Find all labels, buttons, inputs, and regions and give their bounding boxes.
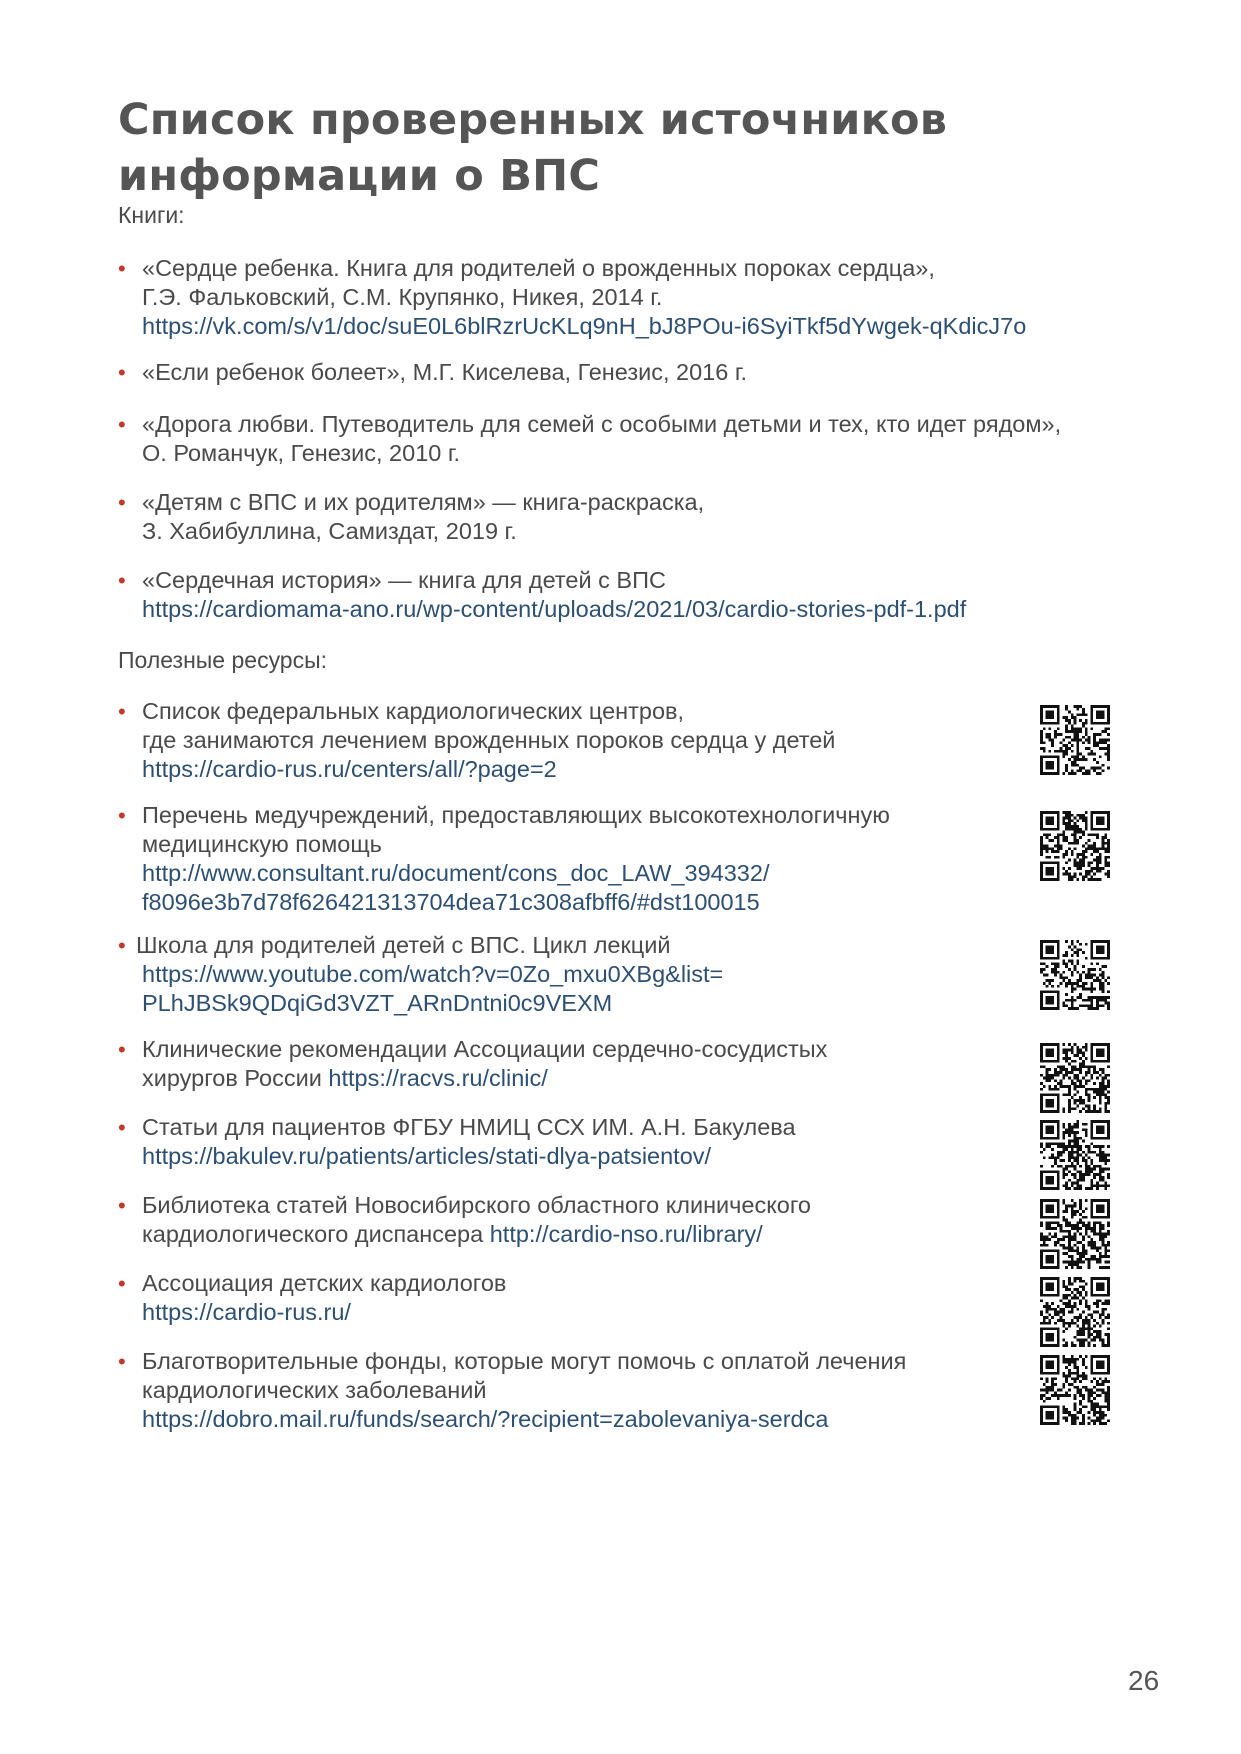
bullet: •: [118, 256, 126, 281]
bullet: •: [118, 1115, 126, 1140]
qr-code-icon: [1040, 1277, 1110, 1347]
bullet: •: [118, 1037, 126, 1062]
bullet: •: [118, 360, 126, 385]
bullet: •: [118, 1271, 126, 1296]
resource-1-link[interactable]: https://cardio-rus.ru/centers/all/?page=2: [142, 756, 557, 782]
book-4-line-2: З. Хабибуллина, Самиздат, 2019 г.: [142, 518, 517, 544]
resource-7-link[interactable]: https://cardio-rus.ru/: [142, 1299, 351, 1325]
qr-code-icon: [1040, 1355, 1110, 1425]
bullet: •: [118, 803, 126, 828]
bullet: •: [118, 699, 126, 724]
resource-4-line-2: хирургов России: [142, 1065, 329, 1091]
qr-code-icon: [1040, 705, 1110, 775]
resource-2-link[interactable]: http://www.consultant.ru/document/cons_doc_LAW_394332/: [142, 860, 770, 886]
resource-item-4: [118, 1035, 1118, 1093]
title-line-1: Список проверенных источников: [118, 95, 948, 145]
resource-item-7: [118, 1269, 1118, 1327]
resource-1-line-1: Список федеральных кардиологических центров,: [142, 698, 685, 724]
book-3-line-1: «Дорога любви. Путеводитель для семей с особыми детьми и тех, кто идет рядом»,: [142, 411, 1062, 437]
resources-heading: Полезные ресурсы:: [118, 647, 328, 673]
qr-code-icon: [1040, 1043, 1110, 1113]
page-number: 26: [1128, 1665, 1160, 1696]
resource-6-line-1: Библиотека статей Новосибирского областного клинического: [142, 1192, 811, 1218]
resource-7-line-1: Ассоциация детских кардиологов: [142, 1270, 507, 1296]
book-4-line-1: «Детям с ВПС и их родителям» — книга-раскраска,: [142, 489, 705, 515]
bullet: •: [118, 490, 126, 515]
book-item-4: [118, 488, 1118, 546]
resource-4-line-1: Клинические рекомендации Ассоциации сердечно-сосудистых: [142, 1036, 828, 1062]
bullet: •: [118, 412, 126, 437]
book-1-link[interactable]: https://vk.com/s/v1/doc/suE0L6blRzrUcKLq9nH_bJ8POu-i6SyiTkf5dYwgek-qKdicJ7o: [142, 313, 1027, 339]
title-line-2: информации о ВПС: [118, 151, 601, 201]
qr-code-icon: [1040, 1199, 1110, 1269]
resource-item-5: [118, 1113, 1118, 1171]
resource-3-link[interactable]: https://www.youtube.com/watch?v=0Zo_mxu0XBg&list=: [142, 961, 724, 987]
book-2-line-1: «Если ребенок болеет», М.Г. Киселева, Генезис, 2016 г.: [142, 359, 748, 385]
book-5-link[interactable]: https://cardiomama-ano.ru/wp-content/uploads/2021/03/cardio-stories-pdf-1.pdf: [142, 596, 967, 622]
resource-6-line-2: кардиологического диспансера: [142, 1221, 490, 1247]
resource-5-line-1: Статьи для пациентов ФГБУ НМИЦ ССХ ИМ. А.Н. Бакулева: [142, 1114, 796, 1140]
resource-item-6: [118, 1191, 1118, 1249]
book-1-line-1: «Сердце ребенка. Книга для родителей о врожденных пороках сердца»,: [142, 255, 935, 281]
resource-8-line-1: Благотворительные фонды, которые могут помочь с оплатой лечения: [142, 1348, 907, 1374]
resource-3-link-cont[interactable]: PLhJBSk9QDqiGd3VZT_ARnDntni0c9VEXM: [142, 990, 613, 1016]
resource-item-3: [118, 931, 1118, 1018]
qr-code-icon: [1040, 811, 1110, 881]
bullet: •: [118, 933, 126, 958]
book-1-line-2: Г.Э. Фальковский, С.М. Крупянко, Никея, 2014 г.: [142, 284, 663, 310]
resource-8-link[interactable]: https://dobro.mail.ru/funds/search/?recipient=zabolevaniya-serdca: [142, 1406, 829, 1432]
book-5-line-1: «Сердечная история» — книга для детей с ВПС: [142, 567, 666, 593]
book-item-2: [118, 358, 1118, 387]
resource-6-link[interactable]: http://cardio-nso.ru/library/: [489, 1221, 763, 1247]
qr-code-icon: [1040, 940, 1110, 1010]
resource-item-2: [118, 801, 1118, 917]
resource-2-line-2: медицинскую помощь: [142, 831, 382, 857]
page-title: [118, 92, 1118, 204]
books-heading: Книги:: [118, 202, 185, 228]
bullet: •: [118, 568, 126, 593]
book-item-3: [118, 410, 1118, 468]
resource-3-line-1: Школа для родителей детей с ВПС. Цикл лекций: [136, 932, 671, 958]
resource-item-8: [118, 1347, 1118, 1434]
qr-code-icon: [1040, 1120, 1110, 1190]
resource-5-link[interactable]: https://bakulev.ru/patients/articles/stati-dlya-patsientov/: [142, 1143, 712, 1169]
resource-8-line-2: кардиологических заболеваний: [142, 1377, 487, 1403]
book-3-line-2: О. Романчук, Генезис, 2010 г.: [142, 440, 461, 466]
book-item-1: [118, 254, 1118, 341]
resource-2-link-cont[interactable]: f8096e3b7d78f626421313704dea71c308afbff6/#dst100015: [142, 889, 760, 915]
resource-item-1: [118, 697, 1118, 784]
resource-4-link[interactable]: https://racvs.ru/clinic/: [328, 1065, 548, 1091]
resource-2-line-1: Перечень медучреждений, предоставляющих высокотехнологичную: [142, 802, 890, 828]
book-item-5: [118, 566, 1118, 624]
bullet: •: [118, 1349, 126, 1374]
bullet: •: [118, 1193, 126, 1218]
resource-1-line-2: где занимаются лечением врожденных пороков сердца у детей: [142, 727, 836, 753]
